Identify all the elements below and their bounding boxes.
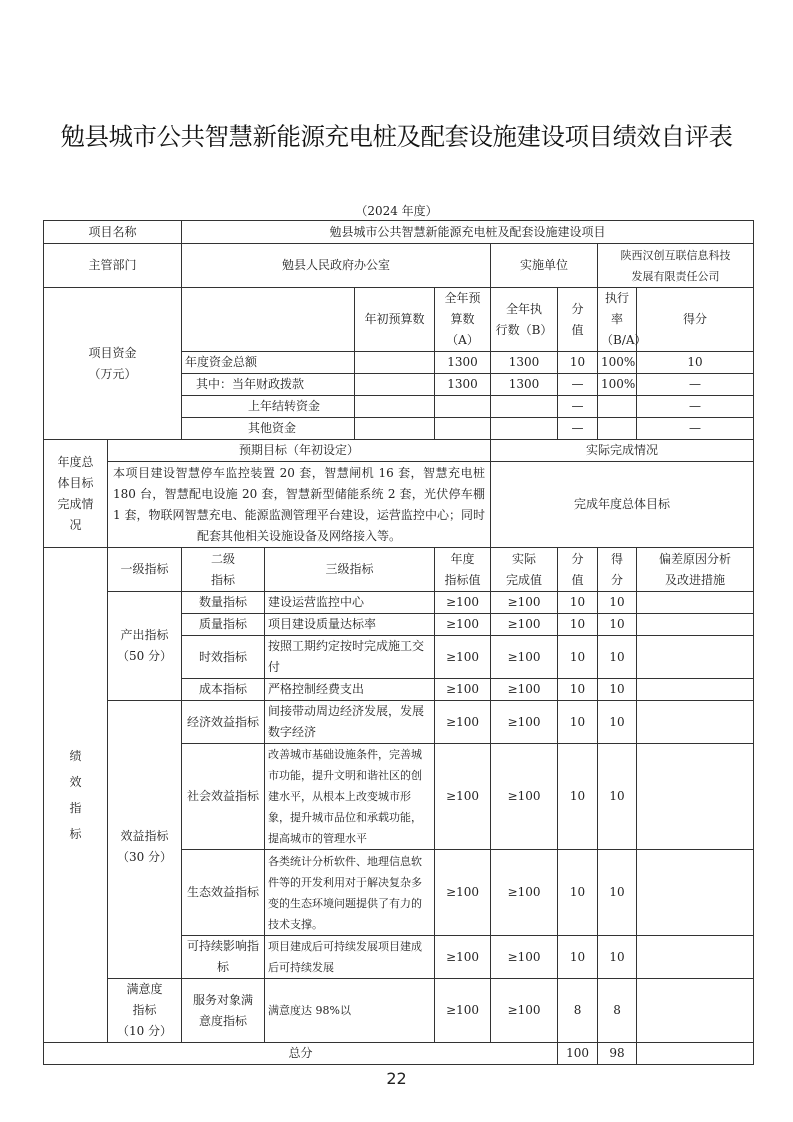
funds-weight: —	[558, 374, 598, 396]
group-name-l1: 产出指标	[120, 628, 169, 642]
level3-cell: 按照工期约定按时完成施工交付	[265, 636, 435, 679]
level3-cell: 改善城市基础设施条件，完善城市功能，提升文明和谐社区的创建水平，从根本上改变城市形象，提升城市品位和承载功能，提高城市的管理水平	[265, 744, 435, 850]
group-name-l3: （10 分）	[116, 1024, 173, 1038]
expected-goal-text: 本项目建设智慧停车监控装置 20 套，智慧闸机 16 套，智慧充电桩 180 台，智慧配电设施 20 套，智慧新型储能系统 2 套，光伏停车棚 1 套，物联网智慧充电、能源监测管理平台建设，运营监控中心；同时配套其他相关设施设备及网络接入等。	[108, 462, 491, 548]
level3-cell: 间接带动周边经济发展，发展数字经济	[265, 701, 435, 744]
header-rate	[598, 288, 647, 352]
level2-cell: 社会效益指标	[182, 744, 265, 850]
expected-goal-header: 预期目标（年初设定）	[108, 440, 491, 462]
level3-cell: 项目建成后可持续发展项目建成后可持续发展	[265, 936, 435, 979]
funds-rate	[598, 418, 637, 440]
level3-cell: 各类统计分析软件、地理信息软件等的开发利用对于解决复杂多变的生态环境问题提供了有力的技术支撑。	[265, 850, 435, 936]
funds-row-label: 上年结转资金	[182, 396, 355, 418]
project-name-value: 勉县城市公共智慧新能源充电桩及配套设施建设项目	[182, 221, 754, 244]
funds-row-label: 年度资金总额	[182, 352, 355, 374]
rate-l1: 执行率	[605, 291, 630, 326]
weight-cell: 10	[558, 614, 598, 636]
actual-l2: 完成值	[506, 572, 543, 587]
target-cell: ≥100	[435, 850, 491, 936]
target-cell: ≥100	[435, 936, 491, 979]
funds-executed	[491, 396, 558, 418]
goals-label-l4: 况	[69, 517, 82, 532]
level2-cell: 可持续影响指标	[182, 936, 265, 979]
funds-executed: 1300	[491, 374, 558, 396]
header-initial-budget: 年初预算数	[355, 288, 435, 352]
deviation-cell	[637, 936, 754, 979]
project-name-row	[44, 221, 754, 244]
actual-cell: ≥100	[491, 744, 558, 850]
funds-score: —	[637, 396, 754, 418]
perf-weight-l2: 值	[571, 572, 584, 587]
level3-cell: 建设运营监控中心	[265, 592, 435, 614]
target-cell: ≥100	[435, 592, 491, 614]
actual-cell: ≥100	[491, 979, 558, 1043]
header-level3: 三级指标	[265, 548, 435, 592]
weight-cell: 10	[558, 850, 598, 936]
impl-value-line2: 发展有限责任公司	[631, 269, 720, 283]
annual-budget-l2: 算数	[450, 312, 475, 326]
total-row	[44, 1043, 754, 1065]
total-label: 总分	[44, 1043, 558, 1065]
page-number: 22	[386, 1069, 407, 1088]
deviation-l2: 及改进措施	[665, 572, 726, 587]
group-name-l2: （30 分）	[116, 850, 173, 864]
header-target	[435, 548, 491, 592]
total-score: 98	[598, 1043, 637, 1065]
funds-weight: —	[558, 418, 598, 440]
funds-weight: —	[558, 396, 598, 418]
score-cell: 10	[598, 592, 637, 614]
level3-cell: 项目建设质量达标率	[265, 614, 435, 636]
funds-rate: 100%	[598, 374, 637, 396]
page-title: 勉县城市公共智慧新能源充电桩及配套设施建设项目绩效自评表	[60, 122, 733, 151]
level2-cell: 时效指标	[182, 636, 265, 679]
header-actual	[491, 548, 558, 592]
impl-value	[598, 244, 754, 288]
dept-value: 勉县人民政府办公室	[182, 244, 491, 288]
funds-initial	[355, 418, 435, 440]
score-cell: 10	[598, 614, 637, 636]
project-name-label: 项目名称	[44, 221, 182, 244]
annual-budget-l3: （A）	[446, 333, 479, 347]
total-weight: 100	[558, 1043, 598, 1065]
level2-cell: 经济效益指标	[182, 701, 265, 744]
year-label: （2024 年度）	[355, 204, 438, 218]
header-deviation	[637, 548, 754, 592]
department-row	[44, 244, 754, 288]
executed-l1: 全年执	[506, 301, 543, 316]
actual-cell: ≥100	[491, 936, 558, 979]
weight-cell: 10	[558, 701, 598, 744]
indicator-row	[44, 701, 754, 744]
deviation-cell	[637, 979, 754, 1043]
weight-cell: 10	[558, 936, 598, 979]
weight-cell: 10	[558, 636, 598, 679]
weight-l1: 分	[571, 301, 584, 316]
level2-cell	[182, 979, 265, 1043]
target-cell: ≥100	[435, 744, 491, 850]
funds-initial	[355, 352, 435, 374]
funds-annual: 1300	[435, 352, 491, 374]
target-cell: ≥100	[435, 636, 491, 679]
actual-completion-header: 实际完成情况	[491, 440, 754, 462]
funds-header-row	[44, 288, 754, 352]
target-cell: ≥100	[435, 614, 491, 636]
funds-annual	[435, 418, 491, 440]
level2-cell: 数量指标	[182, 592, 265, 614]
deviation-cell	[637, 701, 754, 744]
rate-l2: （B/A）	[601, 333, 647, 347]
goals-label-l2: 体目标	[57, 475, 94, 490]
actual-cell: ≥100	[491, 614, 558, 636]
funds-score: 10	[637, 352, 754, 374]
level2-l1: 二级	[211, 551, 236, 566]
dept-label: 主管部门	[44, 244, 182, 288]
score-cell: 10	[598, 936, 637, 979]
funds-rate: 100%	[598, 352, 637, 374]
goals-section-label	[44, 440, 108, 548]
indicator-row	[44, 979, 754, 1043]
header-perf-score	[598, 548, 637, 592]
target-cell: ≥100	[435, 701, 491, 744]
funds-header-blank	[182, 288, 355, 352]
header-weight	[558, 288, 598, 352]
actual-cell: ≥100	[491, 679, 558, 701]
funds-label-line1: 项目资金	[88, 345, 137, 360]
score-cell: 10	[598, 744, 637, 850]
perf-label-char: 指	[69, 801, 82, 815]
funds-executed: 1300	[491, 352, 558, 374]
score-cell: 10	[598, 636, 637, 679]
target-l2: 指标值	[444, 572, 481, 587]
group-name-l2: （50 分）	[116, 649, 173, 663]
goals-label-l3: 完成情	[57, 496, 94, 511]
actual-cell: ≥100	[491, 701, 558, 744]
group-benefit	[108, 701, 182, 979]
deviation-l1: 偏差原因分析	[659, 551, 732, 566]
weight-l2: 值	[571, 322, 584, 337]
score-cell: 10	[598, 701, 637, 744]
header-score: 得分	[637, 288, 754, 352]
funds-score: —	[637, 418, 754, 440]
annual-budget-l1: 全年预	[444, 291, 481, 305]
impl-value-line1: 陕西汉创互联信息科技	[620, 248, 731, 262]
header-level2	[182, 548, 265, 592]
header-annual-budget	[435, 288, 491, 352]
deviation-cell	[637, 850, 754, 936]
group-name-l1: 满意度	[126, 982, 163, 996]
actual-completion-text: 完成年度总体目标	[491, 462, 754, 548]
score-cell: 8	[598, 979, 637, 1043]
group-output	[108, 592, 182, 701]
funds-rate	[598, 396, 637, 418]
funds-label-line2: （万元）	[88, 366, 137, 381]
level2-cell: 成本指标	[182, 679, 265, 701]
perf-label-char: 标	[69, 827, 82, 841]
header-perf-weight	[558, 548, 598, 592]
funds-annual	[435, 396, 491, 418]
weight-cell: 10	[558, 592, 598, 614]
perf-weight-l1: 分	[571, 551, 584, 566]
total-deviation	[637, 1043, 754, 1065]
perf-score-l1: 得	[611, 551, 624, 566]
actual-l1: 实际	[512, 551, 537, 566]
deviation-cell	[637, 592, 754, 614]
weight-cell: 8	[558, 979, 598, 1043]
funds-annual: 1300	[435, 374, 491, 396]
group-satisfaction	[108, 979, 182, 1043]
actual-cell: ≥100	[491, 636, 558, 679]
target-l1: 年度	[450, 551, 475, 566]
perf-label-char: 效	[69, 775, 82, 789]
group-name-l1: 效益指标	[120, 829, 169, 843]
funds-row-label: 其中：当年财政拨款	[182, 374, 355, 396]
header-executed	[491, 288, 558, 352]
perf-score-l2: 分	[611, 572, 624, 587]
funds-row-label: 其他资金	[182, 418, 355, 440]
deviation-cell	[637, 614, 754, 636]
header-level1: 一级指标	[108, 548, 182, 592]
perf-label-char: 绩	[69, 749, 82, 763]
funds-initial	[355, 374, 435, 396]
perf-section-label	[44, 548, 108, 1043]
funds-weight: 10	[558, 352, 598, 374]
target-cell: ≥100	[435, 679, 491, 701]
funds-executed	[491, 418, 558, 440]
executed-l2: 行数（B）	[495, 322, 553, 337]
goals-label-l1: 年度总	[57, 454, 94, 469]
level2-cell: 生态效益指标	[182, 850, 265, 936]
funds-score: —	[637, 374, 754, 396]
performance-self-evaluation-table	[43, 220, 754, 1065]
level2-l2: 指标	[211, 572, 236, 587]
level2-line2: 意度指标	[199, 1013, 248, 1028]
score-cell: 10	[598, 850, 637, 936]
deviation-cell	[637, 636, 754, 679]
level2-cell: 质量指标	[182, 614, 265, 636]
deviation-cell	[637, 679, 754, 701]
deviation-cell	[637, 744, 754, 850]
goals-header-row	[44, 440, 754, 462]
level2-line1: 服务对象满	[193, 992, 254, 1007]
weight-cell: 10	[558, 679, 598, 701]
funds-initial	[355, 396, 435, 418]
target-cell: ≥100	[435, 979, 491, 1043]
actual-cell: ≥100	[491, 592, 558, 614]
weight-cell: 10	[558, 744, 598, 850]
actual-cell: ≥100	[491, 850, 558, 936]
score-cell: 10	[598, 679, 637, 701]
level3-cell: 严格控制经费支出	[265, 679, 435, 701]
impl-label: 实施单位	[491, 244, 598, 288]
indicator-row	[44, 592, 754, 614]
goals-content-row	[44, 462, 754, 548]
level3-cell: 满意度达 98%以	[265, 979, 435, 1043]
perf-header-row	[44, 548, 754, 592]
group-name-l2: 指标	[132, 1003, 157, 1017]
funds-section-label	[44, 288, 182, 440]
